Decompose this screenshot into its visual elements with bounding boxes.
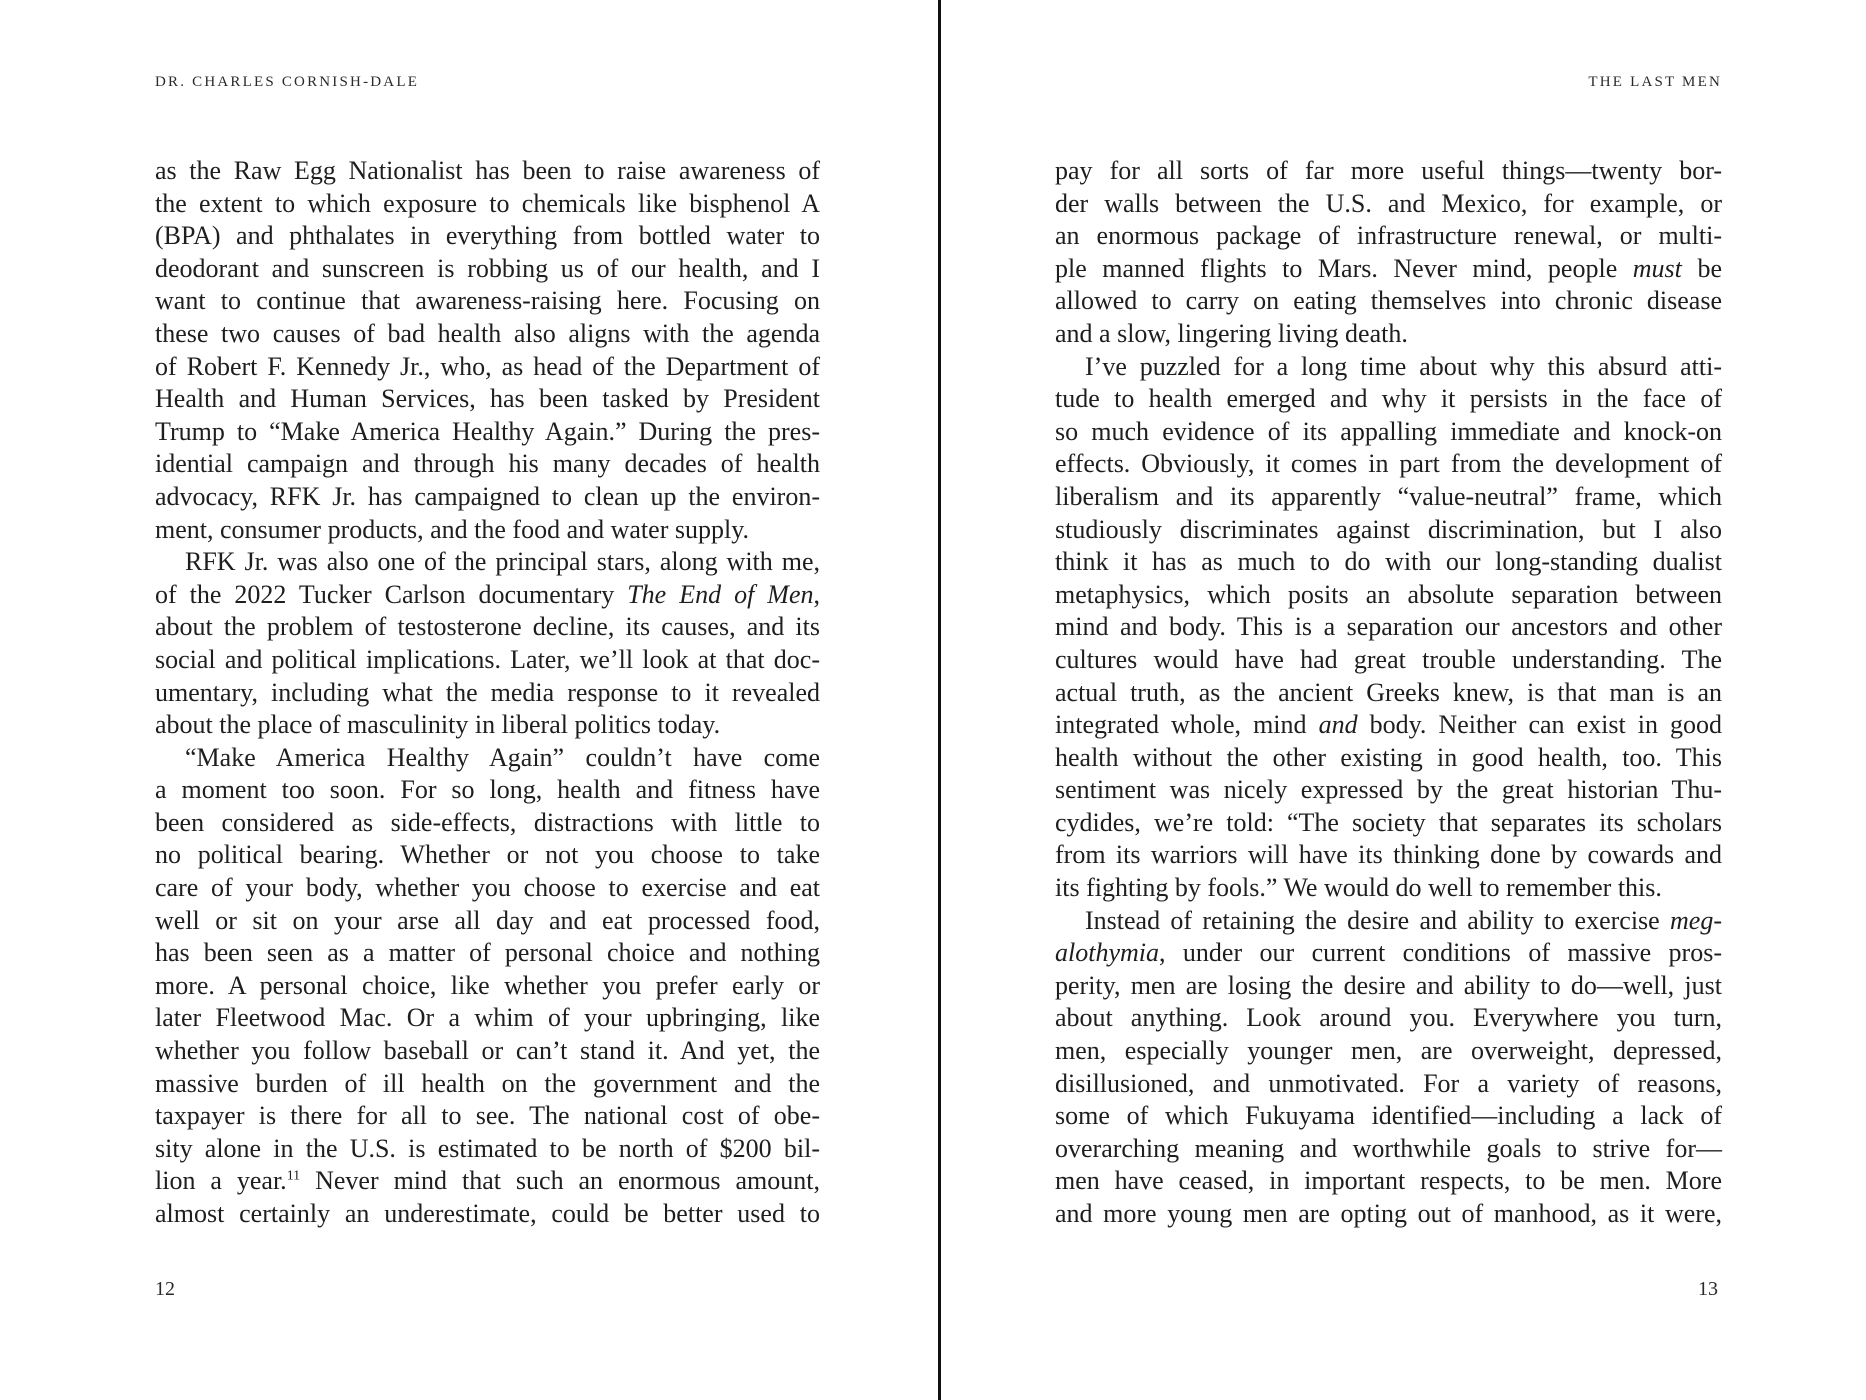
text-line — [155, 970, 820, 1003]
text-line — [155, 774, 820, 807]
line-text: care of your body, whether you choose to exercise and eat — [155, 873, 820, 903]
text-line — [1055, 1100, 1722, 1133]
text-line — [155, 351, 820, 384]
text-line — [155, 155, 820, 188]
line-text: sentiment was nicely expressed by the great historian Thu- — [1055, 775, 1722, 805]
italic-text: must — [1632, 253, 1682, 283]
text-line — [1055, 611, 1722, 644]
text-line — [1055, 253, 1722, 286]
text-line — [155, 937, 820, 970]
text-line — [155, 709, 820, 742]
left-page-body — [155, 155, 820, 1231]
line-text: the extent to which exposure to chemicals like bisphenol A — [155, 188, 820, 218]
text-line — [155, 253, 820, 286]
line-text: almost certainly an underestimate, could be better used to — [155, 1199, 820, 1228]
line-text: think it has as much to do with our long-standing dualist — [1055, 547, 1722, 577]
line-text: (BPA) and phthalates in everything from bottled water to — [155, 221, 820, 251]
line-text: ment, consumer products, and the food and water supply. — [155, 514, 750, 544]
text-line — [155, 579, 820, 612]
line-text: from its warriors will have its thinking done by cowards and — [1055, 840, 1722, 870]
text-line — [1055, 677, 1722, 710]
line-text: so much evidence of its appalling immediate and knock-on — [1055, 416, 1722, 446]
footnote-marker[interactable]: 11 — [286, 1168, 301, 1184]
text-line — [1055, 905, 1722, 938]
line-text: well or sit on your arse all day and eat processed food, — [155, 905, 820, 935]
text-line — [155, 872, 820, 905]
text-line — [1055, 807, 1722, 840]
text-line — [155, 1035, 820, 1068]
line-text: pay for all sorts of far more useful things—twenty bor- — [1055, 156, 1722, 185]
text-line — [1055, 220, 1722, 253]
text-line — [1055, 937, 1722, 970]
line-text: an enormous package of infrastructure renewal, or multi- — [1055, 221, 1722, 251]
text-line — [1055, 742, 1722, 775]
line-text: tude to health emerged and why it persists in the face of — [1055, 384, 1722, 414]
line-text: men, especially younger men, are overweight, depressed, — [1055, 1036, 1722, 1066]
text-line — [1055, 546, 1722, 579]
text-line — [155, 677, 820, 710]
line-text: some of which Fukuyama identified—including a lack of — [1055, 1101, 1722, 1131]
line-text: lion a year. — [155, 1166, 287, 1196]
line-text: Trump to “Make America Healthy Again.” During the pres- — [155, 416, 820, 446]
page-number-left: 12 — [155, 1278, 175, 1300]
line-text: later Fleetwood Mac. Or a whim of your upbringing, like — [155, 1003, 820, 1033]
line-text: Never mind that such an enormous amount, — [300, 1166, 820, 1196]
line-text: men have ceased, in important respects, to be men. More — [1055, 1166, 1722, 1196]
text-line — [1055, 644, 1722, 677]
text-line — [155, 220, 820, 253]
line-text: social and political implications. Later, we’ll look at that doc- — [155, 644, 820, 674]
line-text: perity, men are losing the desire and ability to do—well, just — [1055, 970, 1722, 1000]
text-line — [155, 514, 820, 547]
text-line — [1055, 1002, 1722, 1035]
text-line — [1055, 1133, 1722, 1166]
line-text: actual truth, as the ancient Greeks knew, is that man is an — [1055, 677, 1722, 707]
line-text: a moment too soon. For so long, health and fitness have — [155, 775, 820, 805]
line-text: as the Raw Egg Nationalist has been to raise awareness of — [155, 156, 820, 185]
text-line — [1055, 155, 1722, 188]
line-text: its fighting by fools.” We would do well to remember this. — [1055, 873, 1662, 903]
line-text: be — [1681, 253, 1722, 283]
running-head-author: DR. CHARLES CORNISH-DALE — [155, 74, 420, 90]
line-text: umentary, including what the media response to it revealed — [155, 677, 820, 707]
italic-text: meg- — [1670, 905, 1722, 935]
text-line — [1055, 188, 1722, 221]
line-text: about the problem of testosterone decline, its causes, and its — [155, 612, 820, 642]
line-text: more. A personal choice, like whether you prefer early or — [155, 970, 820, 1000]
text-line — [1055, 351, 1722, 384]
text-line — [155, 611, 820, 644]
line-text: allowed to carry on eating themselves into chronic disease — [1055, 286, 1722, 316]
italic-text: The End of Men — [627, 579, 814, 609]
line-text: I’ve puzzled for a long time about why this absurd atti- — [1085, 351, 1722, 381]
line-text: integrated whole, mind — [1055, 710, 1319, 740]
line-text: overarching meaning and worthwhile goals to strive for— — [1055, 1133, 1722, 1163]
line-text: metaphysics, which posits an absolute separation between — [1055, 579, 1722, 609]
line-text: been considered as side-effects, distractions with little to — [155, 807, 820, 837]
text-line — [155, 1133, 820, 1166]
line-text: has been seen as a matter of personal choice and nothing — [155, 938, 820, 968]
line-text: want to continue that awareness-raising here. Focusing on — [155, 286, 820, 316]
line-text: advocacy, RFK Jr. has campaigned to clean up the environ- — [155, 481, 820, 511]
line-text: disillusioned, and unmotivated. For a variety of reasons, — [1055, 1068, 1722, 1098]
line-text: about the place of masculinity in liberal politics today. — [155, 710, 721, 740]
text-line — [155, 383, 820, 416]
text-line — [1055, 383, 1722, 416]
line-text: taxpayer is there for all to see. The national cost of obe- — [155, 1101, 820, 1131]
line-text: RFK Jr. was also one of the principal stars, along with me, — [185, 547, 820, 577]
text-line — [155, 318, 820, 351]
text-line — [1055, 839, 1722, 872]
line-text: of Robert F. Kennedy Jr., who, as head of the Department of — [155, 351, 820, 381]
line-text: effects. Obviously, it comes in part from the development of — [1055, 449, 1722, 479]
line-text: sity alone in the U.S. is estimated to be north of $200 bil- — [155, 1133, 820, 1163]
right-page-body — [1055, 155, 1722, 1231]
line-text: Instead of retaining the desire and ability to exercise — [1085, 905, 1671, 935]
line-text: these two causes of bad health also aligns with the agenda — [155, 318, 820, 348]
line-text: liberalism and its apparently “value-neutral” frame, which — [1055, 481, 1722, 511]
line-text: , under our current conditions of massive pros- — [1159, 938, 1722, 968]
text-line — [155, 546, 820, 579]
text-line — [155, 839, 820, 872]
line-text: cydides, we’re told: “The society that separates its scholars — [1055, 807, 1722, 837]
line-text: and more young men are opting out of manhood, as it were, — [1055, 1199, 1722, 1228]
line-text: , — [813, 579, 820, 609]
text-line — [1055, 318, 1722, 351]
text-line — [1055, 774, 1722, 807]
text-line — [1055, 481, 1722, 514]
text-line — [1055, 1165, 1722, 1198]
line-text: and a slow, lingering living death. — [1055, 318, 1408, 348]
italic-text: alothymia — [1055, 938, 1159, 968]
line-text: Health and Human Services, has been tasked by President — [155, 384, 820, 414]
text-line — [155, 807, 820, 840]
text-line — [1055, 416, 1722, 449]
line-text: ple manned flights to Mars. Never mind, people — [1055, 253, 1633, 283]
text-line — [1055, 579, 1722, 612]
text-line — [1055, 872, 1722, 905]
line-text: idential campaign and through his many decades of health — [155, 449, 820, 479]
running-head-title: THE LAST MEN — [1588, 74, 1722, 90]
line-text: health without the other existing in good health, too. This — [1055, 742, 1722, 772]
line-text: “Make America Healthy Again” couldn’t have come — [185, 742, 820, 772]
text-line — [155, 1100, 820, 1133]
text-line — [1055, 1035, 1722, 1068]
line-text: cultures would have had great trouble understanding. The — [1055, 644, 1722, 674]
gutter-divider — [938, 0, 941, 1400]
text-line — [155, 481, 820, 514]
text-line — [155, 416, 820, 449]
text-line — [155, 644, 820, 677]
text-line — [1055, 1198, 1722, 1231]
line-text: massive burden of ill health on the government and the — [155, 1068, 820, 1098]
text-line — [155, 1198, 820, 1231]
text-line — [1055, 970, 1722, 1003]
line-text: deodorant and sunscreen is robbing us of our health, and I — [155, 253, 820, 283]
line-text: whether you follow baseball or can’t stand it. And yet, the — [155, 1036, 820, 1066]
text-line — [155, 448, 820, 481]
line-text: der walls between the U.S. and Mexico, for example, or — [1055, 188, 1722, 218]
text-line — [155, 1068, 820, 1101]
line-text: body. Neither can exist in good — [1357, 710, 1722, 740]
line-text: no political bearing. Whether or not you choose to take — [155, 840, 820, 870]
italic-text: and — [1318, 710, 1358, 740]
line-text: mind and body. This is a separation our ancestors and other — [1055, 612, 1722, 642]
text-line — [155, 742, 820, 775]
text-line — [1055, 448, 1722, 481]
page-number-right: 13 — [1698, 1278, 1718, 1300]
text-line — [1055, 709, 1722, 742]
line-text: studiously discriminates against discrimination, but I also — [1055, 514, 1722, 544]
text-line — [1055, 285, 1722, 318]
text-line — [155, 285, 820, 318]
text-line — [1055, 1068, 1722, 1101]
line-text: of the 2022 Tucker Carlson documentary — [155, 579, 628, 609]
text-line — [155, 1002, 820, 1035]
line-text: about anything. Look around you. Everywhere you turn, — [1055, 1003, 1722, 1033]
text-line — [155, 188, 820, 221]
text-line — [155, 905, 820, 938]
text-line — [1055, 514, 1722, 547]
text-line — [155, 1165, 820, 1198]
right-page — [942, 0, 1866, 1400]
